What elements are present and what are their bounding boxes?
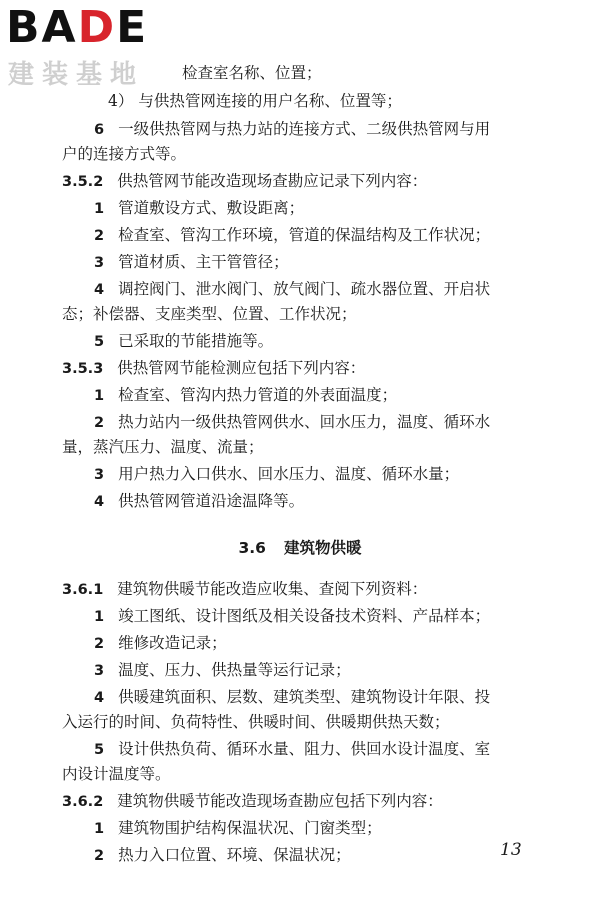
text-line: 4 供暖建筑面积、层数、建筑类型、建筑物设计年限、投 [94,688,491,706]
text-line: 量，蒸汽压力、温度、流量； [62,438,264,456]
text-line: 6 一级供热管网与热力站的连接方式、二级供热管网与用 [94,120,491,138]
text-line: 内设计温度等。 [62,765,171,783]
text-line: 2 维修改造记录； [94,634,227,652]
logo-chinese-text: 建装基地 [8,60,145,90]
text-line: 入运行的时间、负荷特性、供暖时间、供暖期供热天数； [62,713,450,731]
text-line: 1 建筑物围护结构保温状况、门窗类型； [94,819,382,837]
text-line: 3 温度、压力、供热量等运行记录； [94,661,351,679]
text-line: 1 管道敷设方式、敷设距离； [94,199,305,217]
section-heading: 3.6 建筑物供暖 [238,539,362,557]
text-line: 检查室名称、位置； [182,64,322,82]
page-number: 13 [500,840,522,860]
logo-latin-text: BADE [6,2,149,53]
clause-line: 3.6.2 建筑物供暖节能改造现场查勘应包括下列内容： [62,792,443,810]
clause-line: 3.5.3 供热管网节能检测应包括下列内容： [62,359,366,377]
text-line: 态；补偿器、支座类型、位置、工作状况； [62,305,357,323]
text-line: 3 用户热力入口供水、回水压力、温度、循环水量； [94,465,460,483]
text-line: 1 竣工图纸、设计图纸及相关设备技术资料、产品样本； [94,607,491,625]
clause-line: 3.5.2 供热管网节能改造现场查勘应记录下列内容： [62,172,428,190]
clause-line: 3.6.1 建筑物供暖节能改造应收集、查阅下列资料： [62,580,428,598]
text-line: 3 管道材质、主干管管径； [94,253,289,271]
bade-logo [6,2,186,92]
text-line: 2 热力入口位置、环境、保温状况； [94,846,351,864]
text-line: 5 已采取的节能措施等。 [94,332,274,350]
text-line: 2 热力站内一级供热管网供水、回水压力，温度、循环水 [94,413,491,431]
text-line: 4 调控阀门、泄水阀门、放气阀门、疏水器位置、开启状 [94,280,491,298]
text-line: 4 供热管网管道沿途温降等。 [94,492,305,510]
text-line: 1 检查室、管沟内热力管道的外表面温度； [94,386,398,404]
text-line: 4） 与供热管网连接的用户名称、位置等； [108,92,402,110]
text-line: 户的连接方式等。 [62,145,187,163]
text-line: 5 设计供热负荷、循环水量、阻力、供回水设计温度、室 [94,740,491,758]
text-line: 2 检查室、管沟工作环境，管道的保温结构及工作状况； [94,226,491,244]
